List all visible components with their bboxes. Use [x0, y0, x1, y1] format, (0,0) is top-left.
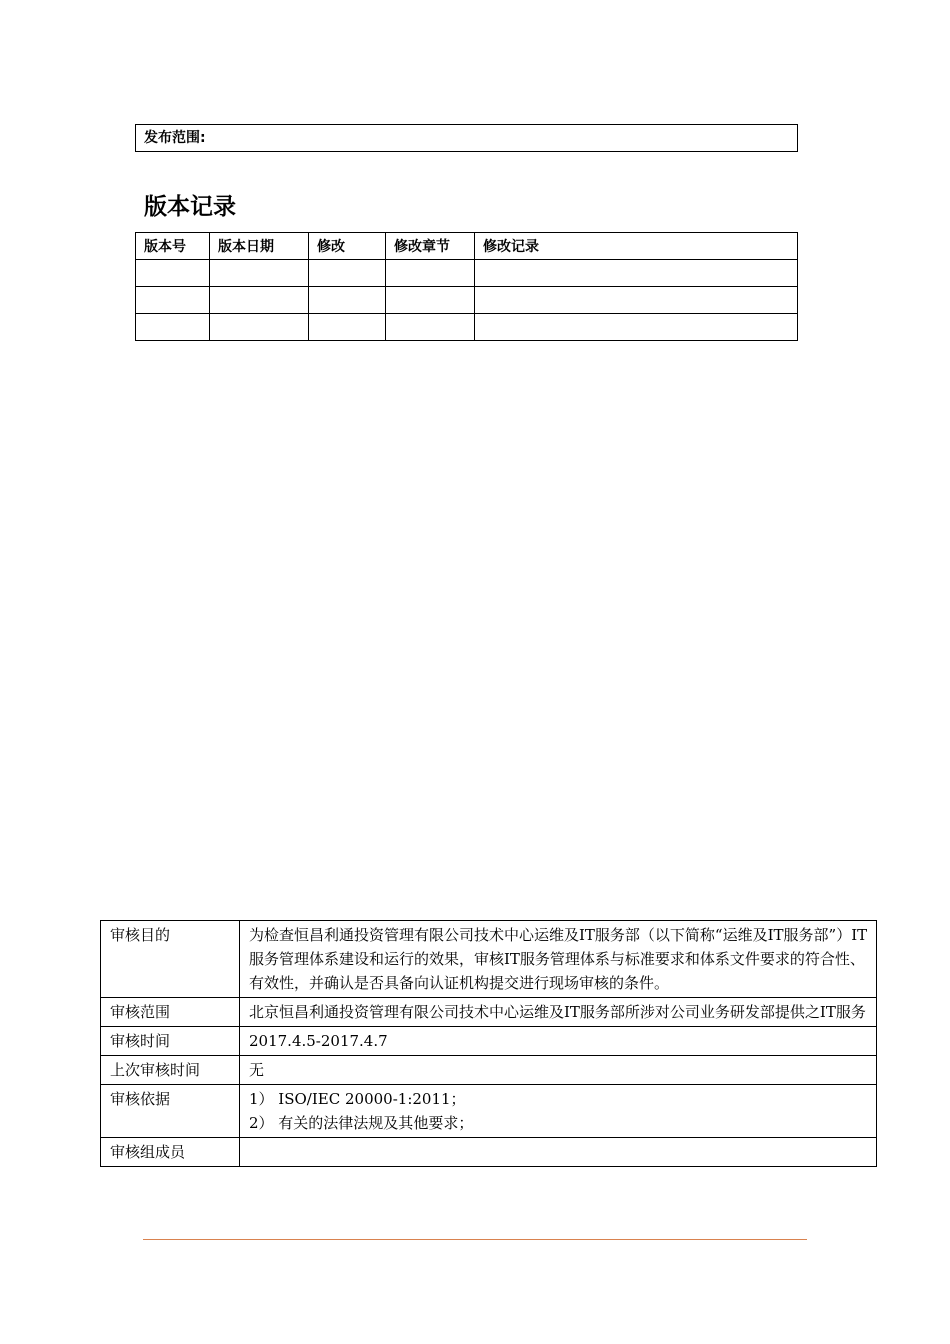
audit-purpose-label: 审核目的 — [101, 921, 240, 998]
audit-row-scope — [101, 998, 877, 1027]
table-row — [136, 314, 798, 341]
audit-purpose-value — [240, 921, 877, 998]
table-cell — [475, 260, 798, 287]
table-cell — [309, 260, 386, 287]
table-cell — [309, 314, 386, 341]
table-header-row — [136, 233, 798, 260]
audit-last-time-label: 上次审核时间 — [101, 1056, 240, 1085]
audit-time-label: 审核时间 — [101, 1027, 240, 1056]
audit-row-team — [101, 1138, 877, 1167]
table-cell — [475, 314, 798, 341]
footer-divider — [143, 1239, 807, 1240]
audit-last-time-value — [240, 1056, 877, 1085]
table-cell — [386, 314, 475, 341]
audit-row-time — [101, 1027, 877, 1056]
table-cell — [210, 260, 309, 287]
header-modified-section: 修改章节 — [386, 233, 475, 260]
audit-basis-item: 1） ISO/IEC 20000-1:2011； — [249, 1090, 466, 1108]
table-row — [136, 287, 798, 314]
audit-basis-item: 2） 有关的法律法规及其他要求； — [249, 1114, 474, 1132]
audit-team-label: 审核组成员 — [101, 1138, 240, 1167]
table-cell — [210, 314, 309, 341]
distribution-scope-label: 发布范围: — [144, 130, 206, 146]
header-modification-record: 修改记录 — [475, 233, 798, 260]
audit-last-time-text: 无 — [249, 1061, 265, 1079]
header-version-number: 版本号 — [136, 233, 210, 260]
header-version-date: 版本日期 — [210, 233, 309, 260]
header-modification: 修改 — [309, 233, 386, 260]
table-cell — [309, 287, 386, 314]
table-row — [136, 260, 798, 287]
version-record-title: 版本记录 — [144, 194, 236, 220]
table-cell — [386, 260, 475, 287]
audit-purpose-text: 为检查恒昌利通投资管理有限公司技术中心运维及IT服务部（以下简称“运维及IT服务部”）IT服务管理体系建设和运行的效果，审核IT服务管理体系与标准要求和体系文件要求的符合性、有效性，并确认是否具备向认证机构提交进行现场审核的条件。 — [249, 926, 868, 992]
audit-time-text: 2017.4.5-2017.4.7 — [249, 1032, 388, 1050]
table-cell — [136, 314, 210, 341]
table-cell — [136, 287, 210, 314]
table-cell — [386, 287, 475, 314]
audit-row-purpose — [101, 921, 877, 998]
audit-basis-label: 审核依据 — [101, 1085, 240, 1138]
audit-time-value — [240, 1027, 877, 1056]
table-cell — [210, 287, 309, 314]
audit-team-value — [240, 1138, 877, 1167]
version-record-table — [135, 232, 798, 341]
audit-basis-value — [240, 1085, 877, 1138]
audit-scope-value — [240, 998, 877, 1027]
audit-row-basis — [101, 1085, 877, 1138]
audit-info-table — [100, 920, 877, 1167]
audit-scope-text: 北京恒昌利通投资管理有限公司技术中心运维及IT服务部所涉对公司业务研发部提供之IT服务 — [249, 1003, 866, 1021]
audit-scope-label: 审核范围 — [101, 998, 240, 1027]
table-cell — [475, 287, 798, 314]
table-cell — [136, 260, 210, 287]
distribution-scope-box — [135, 124, 798, 152]
audit-row-last-time — [101, 1056, 877, 1085]
